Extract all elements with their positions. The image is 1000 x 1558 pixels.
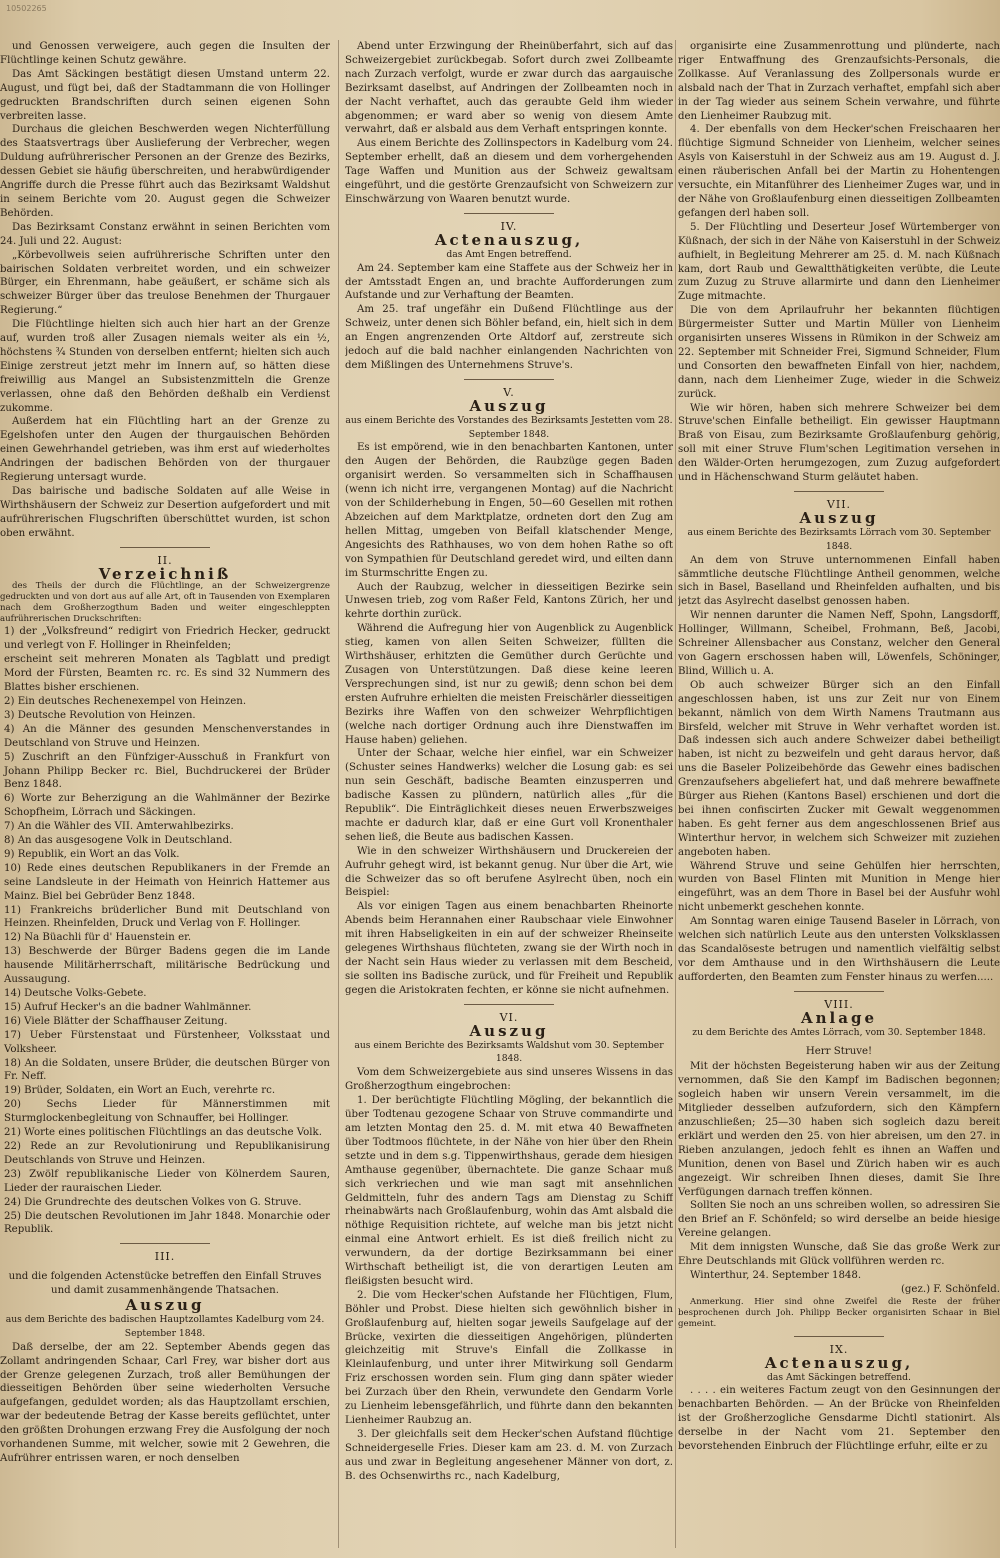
- paragraph: Wie wir hören, haben sich mehrere Schweizer bei dem Struve'schen Einfalle betheiligt. Ein gewisser Hauptmann Braß von Eisau, zum Bezirksamte Großlaufenburg gehörig, soll mit einer Struve Flum'schen Legitimation versehen in den Wälder-Orten herumgezogen, zum Zuzug aufgefordert und in Hächenschwand Sturm geläutet haben.: [678, 402, 1000, 484]
- list-item: 1) der „Volksfreund“ redigirt von Friedrich Hecker, gedruckt und verlegt von F. Hollinger in Rheinfelden;: [4, 626, 330, 652]
- section-title: und die folgenden Actenstücke betreffen den Einfall Struves und damit zusammenhängende Thatsachen.: [8, 1271, 322, 1297]
- section-subtitle: aus einem Berichte des Bezirksamts Lörrach vom 30. September 1848.: [687, 526, 991, 552]
- section-subtitle: aus einem Berichte des Vorstandes des Bezirksamts Jestetten vom 28. September 1848.: [345, 414, 673, 440]
- paragraph: Während Struve und seine Gehülfen hier herrschten, wurden von Basel Flinten mit Munition in Menge hier eingeführt, was an dem Thore in Basel bei der Ausfuhr wohl nicht unbemerkt geschehen konnte.: [678, 860, 1000, 914]
- paragraph: Aus einem Berichte des Zollinspectors in Kadelburg vom 24. September erhellt, daß an diesem und dem vorhergehenden Tage Waffen und Munition aus der Schweiz gewaltsam eingeführt, und die gestörte Grenzaufsicht von Schweizern zur Einschwärzung von Waaren benutzt wurde.: [345, 138, 673, 205]
- section-number: III.: [154, 1250, 176, 1264]
- section-heading: Auszug: [125, 1296, 205, 1315]
- list-item: 15) Aufruf Hecker's an die badner Wahlmänner.: [4, 1001, 252, 1013]
- paragraph: Wie in den schweizer Wirthshäusern und Druckereien der Aufruhr gehegt wird, ist bekannt genug. Nur über die Art, wie die Schweizer das so oft berufene Asylrecht üben, noch ein Beispiel:: [345, 845, 673, 899]
- paragraph: Am 24. September kam eine Staffete aus der Schweiz her in der Amtsstadt Engen an, und brachte Aufforderungen zum Aufstande und zur Verhaftung der Beamten.: [345, 262, 673, 302]
- paragraph: Es ist empörend, wie in den benachbarten Kantonen, unter den Augen der Behörden, die Raubzüge gegen Baden organisirt werden. So versammelten sich in Schaffhausen (wenn ich nicht irre, vergangenen Montag) auf die Nachricht von der Schilderhebung in Engen, 50—60 Gesellen mit rothen Abzeichen auf dem Marktplatze, ordneten dort den Zug am hellen Mittag, umgeben von Beifall klatschender Menge, Angesichts des Rathhauses, wo von dem hohen Rathe so oft von Sympathien für Deutschland geredet wird, und eilten dann im Sturmschritte Engen zu.: [345, 442, 673, 579]
- paragraph: 4. Der ebenfalls von dem Hecker'schen Freischaaren her flüchtige Sigmund Schneider von Lienheim, welcher seines Asyls von Kaiserstuhl in der Schweiz aus am 19. August d. J. einen räuberischen Anfall bei der Martin zu Hohentengen versuchte, ein Mitanführer des Lienheimer Zuges war, und in der Nähe von Großlaufenburg einen diesseitigen Zollbeamten gefangen derl haben soll.: [678, 124, 1000, 219]
- section-number: VII.: [826, 498, 852, 511]
- section-subtitle: das Amt Säckingen betreffend.: [767, 1371, 911, 1383]
- paragraph: 1. Der berüchtigte Flüchtling Mögling, der bekanntlich die über Todtenau gezogene Schaar von Struve commandirte und am letzten Montag den 25. d. M. mit etwa 40 Bewaffneten über Todtmoos flüchtete, in der Nähe von hier über den Rhein setzte und in dem s.g. Tippenwirthshaus, gerade dem hiesigen Amthause gegenüber, übernachtete. Die ganze Schaar muß sich verkriechen und wie man sagt mit ansehnlichen Geldmitteln, fuhr des andern Tags am Dienstag zu Schiff rheinabwärts nach Großlaufenburg, wohin das Amt alsbald die nöthige Requisition richtete, auf welche man bis jetzt nicht einmal eine Antwort erhielt. Es ist dieß freilich nicht zu verwundern, da der dortige Bezirksammann bei einer Wirthschaft betheiligt ist, die von derartigen Leuten am fleißigsten besucht wird.: [345, 1095, 673, 1287]
- list-item: 8) An das ausgesogene Volk in Deutschland.: [4, 835, 233, 847]
- quote: „Körbevollweis seien aufrührerische Schriften unter den bairischen Soldaten verbreitet worden, und ein schweizer Bürger, ein Ehrenmann, habe geäußert, er schäme sich als schweizer Bürger über das treulose Benehmen der Thurgauer Regierung.“: [0, 249, 330, 317]
- section-number: IV.: [500, 219, 518, 233]
- list-item: 11) Frankreichs brüderlicher Bund mit Deutschland von Heinzen. Rheinfelden, Druck und Verlag von F. Hollinger.: [4, 904, 330, 930]
- paragraph: 3. Der gleichfalls seit dem Hecker'schen Aufstand flüchtige Schneidergeselle Fries. Dieser kam am 23. d. M. von Zurzach aus und zwar in Begleitung angesehener Männer von dort, z. B. des Ochsenwirths rc., nach Kadelburg,: [345, 1428, 673, 1482]
- section-number: II.: [157, 553, 173, 567]
- section-title: Auszug: [469, 1021, 549, 1040]
- section-subtitle: aus dem Berichte des badischen Hauptzollamtes Kadelburg vom 24. September 1848.: [5, 1313, 325, 1339]
- paragraph: und Genossen verweigere, auch gegen die Insulten der Flüchtlinge keinen Schutz gewähre.: [0, 41, 330, 66]
- list-item: 5) Zuschrift an den Fünfziger-Ausschuß in Frankfurt von Johann Philipp Becker rc. Biel, Buchdruckerei der Brüder Benz 1848.: [4, 751, 330, 791]
- paragraph: Unter der Schaar, welche hier einfiel, war ein Schweizer (Schuster seines Handwerks) welcher die Losung gab: es sei nun sein Geschäft, badische Beamten einzusperren und badische Kassen zu plündern, natürlich alles „für die Republik“. Die Einträglichkeit dieses neuen Erwerbszweiges machte er dadurch klar, daß er eine Gurt voll Kronenthaler sehen ließ, die Beute aus badischen Kassen.: [345, 748, 673, 843]
- section-subtitle: aus einem Berichte des Bezirksamts Waldshut vom 30. September 1848.: [354, 1039, 664, 1065]
- divider: [794, 991, 884, 992]
- list-item: 21) Worte eines politischen Flüchtlings an das deutsche Volk.: [4, 1127, 322, 1139]
- list-item: 3) Deutsche Revolution von Heinzen.: [4, 709, 196, 721]
- list-item: 7) An die Wähler des VII. Amterwahlbezirks.: [4, 821, 234, 833]
- section-number: IX.: [829, 1342, 849, 1356]
- list-item: erscheint seit mehreren Monaten als Tagblatt und predigt Mord der Fürsten, Beamten rc. rc. Es sind 32 Nummern des Blattes bisher erschienen.: [4, 654, 330, 694]
- list-item: 14) Deutsche Volks-Gebete.: [4, 988, 147, 999]
- divider: [464, 213, 554, 214]
- list-item: 17) Ueber Fürstenstaat und Fürstenheer, Volksstaat und Volksheer.: [4, 1029, 330, 1055]
- section-number: VI.: [499, 1010, 519, 1024]
- list-item: 13) Beschwerde der Bürger Badens gegen die im Lande hausende Militärherrschaft, militärische Bedrückung und Aussaugung.: [4, 946, 330, 986]
- archive-stamp: 10502265: [6, 4, 47, 13]
- column-rule: [338, 40, 339, 1548]
- paragraph: Das Amt Säckingen bestätigt diesen Umstand unterm 22. August, und fügt bei, daß der Stadtammann die von Hollinger gedruckten Brandschriften durch seinen eigenen Sohn verbreiten lasse.: [0, 68, 330, 122]
- letter-greeting: Herr Struve!: [805, 1046, 873, 1058]
- letter-place-date: Winterthur, 24. September 1848.: [690, 1269, 862, 1281]
- paragraph: organisirte eine Zusammenrottung und plünderte, nach riger Entwaffnung des Grenzaufsichts-Personals, die Zollkasse. Auf Veranlassung des Zollpersonals wurde er alsbald nach der That in Zurzach verhaftet, empfahl sich aber in der Tag wieder aus seinem Schein verwahre, und führte den Lienheimer Raubzug mit.: [678, 41, 1000, 122]
- divider: [120, 1243, 210, 1244]
- paragraph: Durchaus die gleichen Beschwerden wegen Nichterfüllung des Staatsvertrags über Auslieferung der Verbrecher, wegen Duldung aufrührerischer Personen an der Grenze des Bezirks, dessen Gebiet sie häufig überschreiten, und herabwürdigender Angriffe durch die Presse führt auch das Bezirksamt Waldshut in seinem Berichte vom 20. August gegen die Schweizer Behörden.: [0, 124, 330, 219]
- divider: [464, 379, 554, 380]
- section-title: Actenauszug,: [434, 230, 584, 249]
- list-item: 16) Viele Blätter der Schaffhauser Zeitung.: [4, 1015, 228, 1027]
- section-title: Auszug: [799, 508, 879, 527]
- paragraph: 5. Der Flüchtling und Deserteur Josef Würtemberger von Küßnach, der sich in der Nähe von Kaiserstuhl in der Schweiz aufhielt, in Begleitung Mehrerer am 25. d. M. nach Küßnach kam, dort Raub und Gewaltthätigkeiten verübte, die Leute zum Zuzug zu Struve allarmirte und dann den Lienheimer Zuge mitmachte.: [678, 221, 1000, 303]
- list-item: 24) Die Grundrechte des deutschen Volkes von G. Struve.: [4, 1196, 302, 1208]
- paragraph: Abend unter Erzwingung der Rheinüberfahrt, sich auf das Schweizergebiet zurückbegab. Sofort durch zwei Zollbeamte nach Zurzach verfolgt, wurde er zwar durch das aargauische Bezirksamt daselbst, auf Andringen der Zollbeamten noch in der Nacht verhaftet, auch das geraubte Geld ihm wieder abgenommen; er ward aber so wenig von diesem Amte verwahrt, daß er alsbald aus dem Verhaft entspringen konnte.: [345, 41, 673, 136]
- list-item: 19) Brüder, Soldaten, ein Wort an Euch, verehrte rc.: [4, 1085, 276, 1097]
- column-middle: [345, 40, 673, 1484]
- section-title: Actenauszug,: [764, 1353, 914, 1372]
- paragraph: Sollten Sie noch an uns schreiben wollen, so adressiren Sie den Brief an F. Schönfeld; so wird derselbe an beide hiesige Vereine gelangen.: [678, 1200, 1000, 1240]
- section-subtitle: das Amt Engen betreffend.: [446, 248, 572, 260]
- paragraph: An dem von Struve unternommenen Einfall haben sämmtliche deutsche Flüchtlinge Antheil genommen, welche sich in Basel, Baselland und Rheinfelden aufhalten, und bis jetzt das Asylrecht daselbst genossen haben.: [678, 554, 1000, 608]
- paragraph: Wir nennen darunter die Namen Neff, Spohn, Langsdorff, Hollinger, Willmann, Scheibel, Frohmann, Beß, Jacobi, Schreiner Allensbacher aus Constanz, welcher den General von Gagern erschossen haben will, Löwenfels, Schöninger, Blind, Willich u. A.: [678, 610, 1000, 677]
- list-item: 6) Worte zur Beherzigung an die Wahlmänner der Bezirke Schopfheim, Lörrach und Säckingen.: [4, 793, 330, 819]
- column-right: [678, 40, 1000, 1454]
- paragraph: Ob auch schweizer Bürger sich an den Einfall angeschlossen haben, ist uns zur Zeit nur von Einem bekannt, nämlich von dem Wirth Namens Trautmann aus Birsfeld, welcher mit Struve in Wehr verhaftet worden ist. Daß indessen sich auch andere Schweizer dabei betheiligt haben, ist nicht zu bezweifeln und geht daraus hervor, daß uns die Baseler Polizeibehörde das Gewehr eines badischen Grenzaufsehers abgeliefert hat, und daß mehrere bewaffnete Bürger aus Riehen (Kantons Basel) erschienen und dort die bei ihnen confiscirten Zucker mit Gewalt weggenommen haben. Es geht ferner aus dem angeschlossenen Brief aus Winterthur hervor, in welchem sich Schweizer mit zuziehen angeboten haben.: [678, 679, 1000, 858]
- paragraph: Die von dem Aprilaufruhr her bekannten flüchtigen Bürgermeister Sutter und Martin Müller von Lienheim organisirten unseres Wissens in Rümikon in der Schweiz am 22. September mit Schneider Frei, Sigmund Schneider, Flum und Consorten den bewaffneten Einfall von hier, nachdem, dann, nach dem Lienheimer Zuge, wieder in die Schweiz zurück.: [678, 305, 1000, 400]
- column-rule: [675, 40, 676, 1548]
- letter-signature: (gez.) F. Schönfeld.: [900, 1283, 1000, 1295]
- section-subtitle: zu dem Berichte des Amtes Lörrach, vom 30. September 1848.: [692, 1026, 986, 1038]
- list-item: 2) Ein deutsches Rechenexempel von Heinzen.: [4, 695, 247, 707]
- section-intro: des Theils der durch die Flüchtlinge, an der Schweizergrenze gedruckten und von dort aus auf alle Art, oft in Tausenden von Exemplaren nach dem Großherzogthum Baden und weiter eingeschleppten aufrührerischen Druckschriften:: [0, 581, 330, 625]
- list-item: 9) Republik, ein Wort an das Volk.: [4, 848, 180, 860]
- column-left: [0, 40, 330, 1466]
- footnote: Anmerkung. Hier sind ohne Zweifel die Reste der früher besprochenen durch Joh. Philipp Becker organisirten Schaar in Biel gemeint.: [678, 1296, 1000, 1329]
- list-item: 10) Rede eines deutschen Republikaners in der Fremde an seine Landsleute in der Heimath von Heinrich Hattemer aus Mainz. Biel bei Gebrüder Benz 1848.: [4, 862, 330, 902]
- divider: [464, 1004, 554, 1005]
- section-number: VIII.: [824, 997, 854, 1011]
- paragraph: Das Bezirksamt Constanz erwähnt in seinen Berichten vom 24. Juli und 22. August:: [0, 221, 330, 247]
- paragraph: Mit der höchsten Begeisterung haben wir aus der Zeitung vernommen, daß Sie den Kampf im Badischen begonnen; sogleich haben wir unsern Verein versammelt, im die Mitglieder desselben aufzufordern, sich den Kämpfern anzuschließen; 25—30 haben sich sogleich dazu bereit erklärt und werden den 25. von hier abreisen, um den 27. in Rieben anzulangen, jedoch fehlt es ihnen an Waffen und Munition, denen von Basel und Zürich haben wir es auch angezeigt. Wir schreiben Ihnen dieses, damit Sie Ihre Verfügungen darnach treffen können.: [678, 1061, 1000, 1198]
- paragraph: Außerdem hat ein Flüchtling hart an der Grenze zu Egelshofen unter den Augen der thurgauischen Behörden einen Gewehrhandel getrieben, was ihm erst auf wiederholtes Andringen der badischen Behörden von der thurgauer Regierung untersagt wurde.: [0, 416, 330, 484]
- paragraph: . . . . ein weiteres Factum zeugt von den Gesinnungen der benachbarten Behörden. — An der Brücke von Rheinfelden ist der Großherzogliche Gensdarme Dichtl stationirt. Als derselbe in der Nacht vom 21. September den bevorstehenden Einbruch der Flüchtlinge erfuhr, eilte er zu: [678, 1385, 1000, 1453]
- divider: [794, 491, 884, 492]
- section-number: V.: [503, 385, 515, 399]
- list-item: 22) Rede an zur Revolutionirung und Republikanisirung Deutschlands von Struve und Heinzen.: [4, 1140, 330, 1166]
- paragraph: Daß derselbe, der am 22. September Abends gegen das Zollamt andringenden Schaar, Carl Frey, war bisher dort aus der Grenze gelegenen Zurzach, troß aller Bemühungen der diesseitigen Behörden über seine wiederholten Versuche aufgefangen, geduldet worden; als das Hauptzollamt erschien, war der bedeutende Betrag der Kasse bereits geflüchtet, unter den größten Drohungen erzwang Frey die Ausfolgung der noch vorhandenen Summe, mit welcher, sowie mit 2 Gewehren, die Aufrührer entrissen waren, er noch denselben: [0, 1341, 330, 1464]
- list-item: 20) Sechs Lieder für Männerstimmen mit Sturmglockenbegleitung von Schnauffer, bei Hollinger.: [4, 1099, 330, 1125]
- publication-list: [0, 625, 330, 1237]
- list-item: 18) An die Soldaten, unsere Brüder, die deutschen Bürger von Fr. Neff.: [4, 1057, 330, 1083]
- paragraph: Während die Aufregung hier von Augenblick zu Augenblick stieg, kamen von allen Seiten Schweizer, füllten die Wirthshäuser, erhitzten die Gemüther durch Gerüchte und Zusagen von Unterstützungen. Daß diese keine leeren Versprechungen sind, ist nur zu gewiß; denn schon bei dem ersten Aufruhre erhielten die meisten Freischärler diesseitigen Bezirks ihre Waffen von den schweizer Wehrpflichtigen (welche nach dortiger Ordnung auch ihre Dienstwaffen im Hause haben) geliehen.: [345, 623, 673, 746]
- section-title: Verzeichniß: [98, 564, 232, 583]
- paragraph: Vom dem Schweizergebiete aus sind unseres Wissens in das Großherzogthum eingebrochen:: [345, 1067, 673, 1093]
- section-title: Anlage: [801, 1008, 877, 1027]
- paragraph: Das bairische und badische Soldaten auf alle Weise in Wirthshäusern der Schweiz zur Desertion aufgefordert und mit aufrührerischen Flugschriften überschüttet wurden, ist schon oben erwähnt.: [0, 486, 330, 539]
- list-item: 23) Zwölf republikanische Lieder von Kölnerdem Sauren, Lieder der rauraischen Lieder.: [4, 1168, 330, 1194]
- list-item: 25) Die deutschen Revolutionen im Jahr 1848. Monarchie oder Republik.: [4, 1210, 330, 1236]
- divider: [120, 547, 210, 548]
- paragraph: Mit dem innigsten Wunsche, daß Sie das große Werk zur Ehre Deutschlands mit Glück vollführen werden rc.: [678, 1242, 1000, 1268]
- list-item: 12) Na Büachli für d' Hauenstein er.: [4, 932, 192, 944]
- paragraph: Als vor einigen Tagen aus einem benachbarten Rheinorte Abends beim Herannahen einer Raubschaar viele Einwohner mit ihren Habseligkeiten in ein auf der schweizer Rheinseite gelegenes Wirthshaus flüchteten, zwang sie der Wirth noch in der Nacht sein Haus wieder zu verlassen mit dem Bescheid, sie sollten ins Badische zurück, und für Freiheit und Republik gegen die Aristokraten fechten, er könne sie nicht aufnehmen.: [345, 901, 673, 996]
- paragraph: Die Flüchtlinge hielten sich auch hier hart an der Grenze auf, wurden troß aller Zusagen niemals weiter als ein ½, höchstens ¾ Stunden von derselben entfernt; hielten sich auch Einige zerstreut jetzt mehr im Innern auf, so hätten diese freiwillig aus Mangel an Subsistenzmitteln die Grenze verlassen, ohne daß den Behörden deßhalb ein Verdienst zukomme.: [0, 319, 330, 414]
- divider: [794, 1336, 884, 1337]
- list-item: 4) An die Männer des gesunden Menschenverstandes in Deutschland von Struve und Heinzen.: [4, 723, 330, 749]
- paragraph: Am Sonntag waren einige Tausend Baseler in Lörrach, von welchen sich natürlich Leute aus den untersten Volksklassen das Scandalöseste betrugen und namentlich vielfältig selbst vor dem Amthause und in den Wirthshäusern die Leute aufforderten, den Beamten zum Fenster hinaus zu werfen.....: [678, 916, 1000, 983]
- paragraph: Am 25. traf ungefähr ein Dußend Flüchtlinge aus der Schweiz, unter denen sich Böhler befand, ein, hielt sich in dem an Engen angrenzenden Orte Altdorf auf, zerstreute sich jedoch auf die bald nachher einlangenden Nachrichten von dem Mißlingen des Unternehmens Struve's.: [345, 304, 673, 371]
- section-title: Auszug: [469, 396, 549, 415]
- paragraph: 2. Die vom Hecker'schen Aufstande her Flüchtigen, Flum, Böhler und Probst. Diese hielten sich gewöhnlich bisher in Großlaufenburg auf, hielten sogar jeweils Saufgelage auf der Brücke, vexirten die diesseitigen Angehörigen, plünderten gleichzeitig mit Struve's Einfall die Zollkasse in Kleinlaufenburg, und unter ihrer Mitwirkung soll Gendarm Friz erschossen worden sein. Flum ging dann später wieder bei Zurzach über den Rhein, verwundete den Gendarm Vorle zu Lienheim lebensgefährlich, und führte dann den bekannten Lienheimer Raubzug an.: [345, 1289, 673, 1426]
- paragraph: Auch der Raubzug, welcher in diesseitigen Bezirke sein Unwesen trieb, zog vom Raßer Feld, Kantons Zürich, her und kehrte dorthin zurück.: [345, 581, 673, 621]
